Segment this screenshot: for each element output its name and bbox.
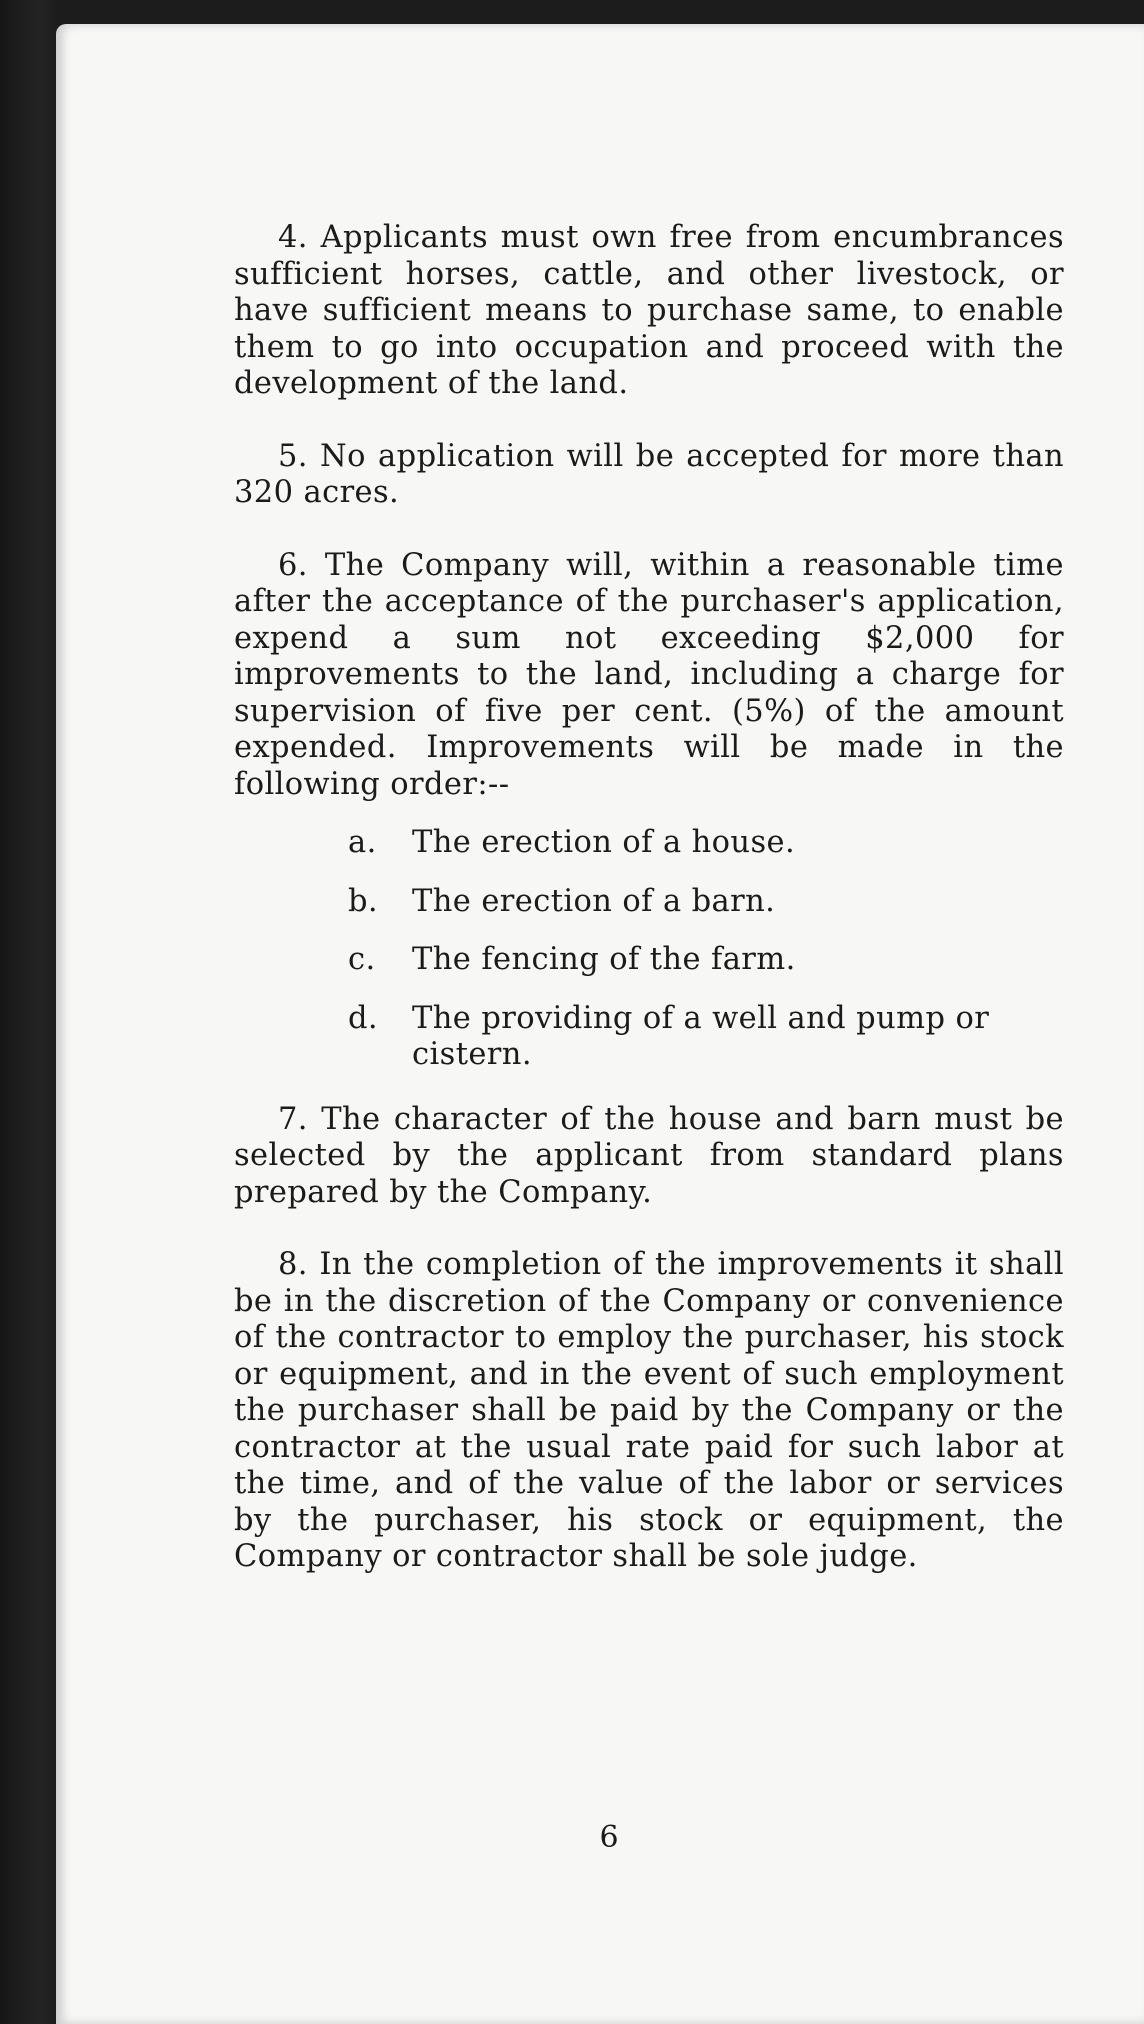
- body-text: [234, 220, 1064, 1576]
- list-item: [234, 942, 1064, 979]
- list-item-letter: a.: [348, 825, 377, 860]
- list-item-text: The erection of a house.: [412, 825, 796, 860]
- paragraph-8: 8. In the completion of the improvements it shall be in the discretion of the Company or convenience of the contractor to employ the purchaser, his stock or equipment, and in the event of such employment the purchaser shall be paid by the Company or the contractor at the usual rate paid for such labor at the time, and of the value of the labor or services by the purchaser, his stock or equipment, the Company or contractor shall be sole judge.: [234, 1247, 1064, 1574]
- list-item-text: The fencing of the farm.: [412, 942, 796, 977]
- improvements-list: [234, 825, 1064, 1074]
- list-item-text: The erection of a barn.: [412, 883, 776, 919]
- page-number: 6: [599, 1820, 619, 1855]
- list-item: [234, 884, 1064, 921]
- paragraph-7: 7. The character of the house and barn must be selected by the applicant from standard plans prepared by the Company.: [234, 1101, 1064, 1210]
- paragraph-4: 4. Applicants must own free from encumbrances sufficient horses, cattle, and other livestock, or have sufficient means to purchase same, to enable them to go into occupation and proceed with the development of the land.: [234, 220, 1064, 401]
- list-item-letter: d.: [348, 1000, 379, 1036]
- list-item-text: The providing of a well and pump or cistern.: [412, 1000, 990, 1072]
- paragraph-5: 5. No application will be accepted for more than 320 acres.: [234, 438, 1064, 510]
- list-item-letter: b.: [348, 883, 379, 919]
- list-item: [234, 1001, 1064, 1074]
- paragraph-6: 6. The Company will, within a reasonable time after the acceptance of the purchaser's application, expend a sum not exceeding $2,000 for improvements to the land, including a charge for supervision of five per cent. (5%) of the amount expended. Improvements will be made in the following order:--: [234, 547, 1064, 802]
- list-item-letter: c.: [348, 942, 376, 977]
- document-page: [56, 24, 1144, 2024]
- list-item: [234, 825, 1064, 862]
